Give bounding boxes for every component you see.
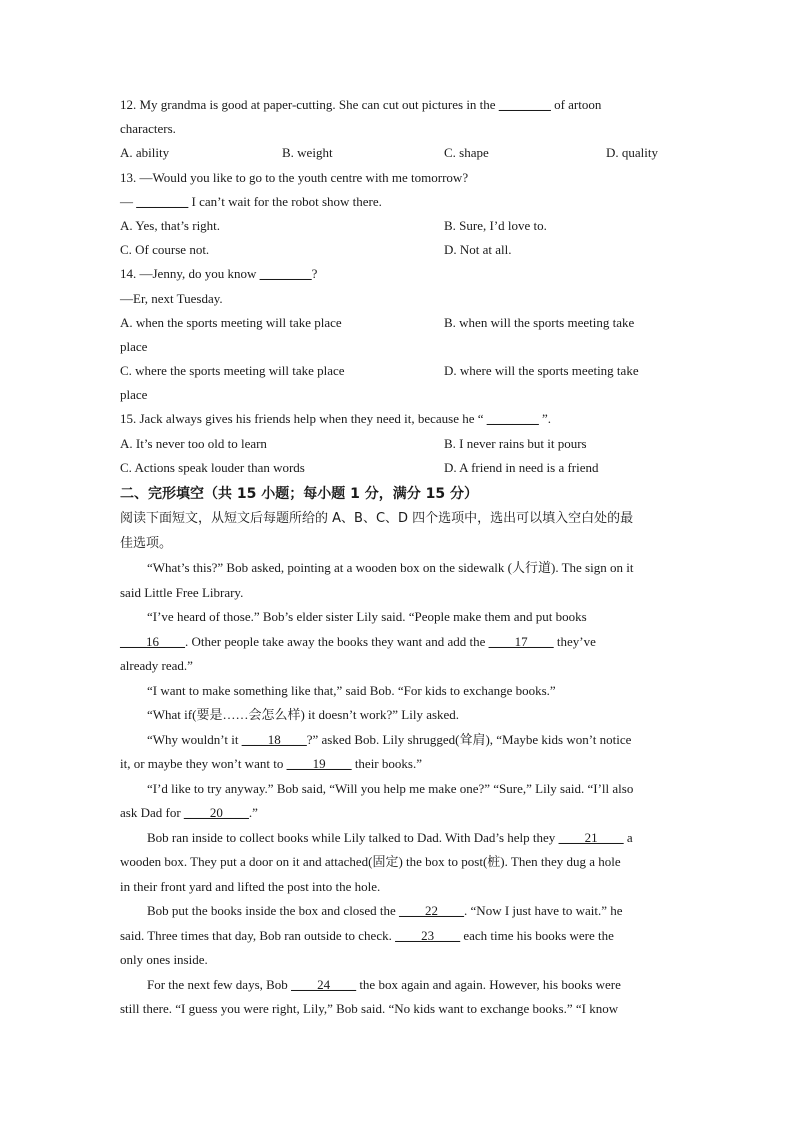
q15-line1 (120, 407, 675, 431)
q14-text-post: ? (311, 266, 318, 282)
q13-options-row2 (120, 238, 675, 262)
blank-16: ____16____ (120, 633, 185, 649)
q14-option-wrap1: place (120, 338, 148, 354)
passage-line: “I’d like to try anyway.” Bob said, “Will you help me make one?” “Sure,” Lily said. “I’ll also (147, 780, 634, 796)
document-content (120, 93, 675, 1022)
passage-line: “I’ve heard of those.” Bob’s elder sister Lily said. “People make them and put books (147, 609, 587, 624)
section-instructions-line1: 阅读下面短文，从短文后每题所给的 A、B、C、D 四个选项中，选出可以填入空白处的最 (120, 511, 634, 526)
passage-line: “What if(要是……会怎么样) it doesn’t work?” Lily asked. (147, 707, 460, 722)
blank-22: ____22____ (399, 903, 465, 918)
q13-option-a: A. Yes, that’s right. (120, 217, 221, 233)
passage-line (120, 924, 675, 949)
passage-line (120, 728, 675, 753)
blank-24: ____24____ (291, 976, 357, 992)
passage-line: in their front yard and lifted the post into the hole. (120, 878, 381, 894)
passage-text: . Other people take away the books they want and add the (185, 633, 489, 649)
section-title: 二、完形填空（共 15 小题；每小题 1 分，满分 15 分） (120, 486, 478, 502)
q13-option-d: D. Not at all. (444, 242, 512, 258)
blank-18: ____18____ (241, 731, 307, 747)
passage-line: wooden box. They put a door on it and attached(固定) the box to post(桩). Then they dug a hole (120, 854, 621, 869)
passage-text: For the next few days, Bob (147, 976, 292, 992)
blank-20: ____20____ (183, 805, 249, 820)
q14-option-c: C. where the sports meeting will take place (120, 363, 345, 379)
q12-line1 (120, 93, 675, 117)
passage-text: Bob put the books inside the box and closed the (147, 903, 400, 918)
q15-option-b: B. I never rains but it pours (444, 435, 587, 451)
passage-text: ask Dad for (120, 805, 184, 820)
passage-line: already read.” (120, 658, 193, 673)
q14-line1 (120, 262, 675, 286)
blank-17: ____17____ (488, 633, 554, 649)
passage-line (120, 973, 675, 998)
passage-text: Bob ran inside to collect books while Lily talked to Dad. With Dad’s help they (147, 829, 559, 845)
passage-text: they’ve (553, 633, 596, 649)
passage-line: said Little Free Library. (120, 584, 244, 600)
q12-option-c: C. shape (444, 145, 489, 161)
cloze-passage (120, 556, 675, 1022)
passage-text: their books.” (351, 756, 422, 771)
q15-option-a: A. It’s never too old to learn (120, 435, 267, 451)
q15-options-row2 (120, 456, 675, 480)
passage-text: each time his books were the (460, 927, 614, 943)
blank-19: ____19____ (286, 756, 352, 771)
passage-text: “Why wouldn’t it (147, 731, 242, 747)
passage-line: still there. “I guess you were right, Lily,” Bob said. “No kids want to exchange books.” “I know (120, 1001, 619, 1016)
passage-line (120, 899, 675, 924)
passage-line (120, 826, 675, 851)
q15-text-post: ”. (538, 411, 552, 427)
passage-text: the box again and again. However, his books were (356, 976, 621, 992)
blank-21: ____21____ (558, 829, 624, 845)
q14-options-row2 (120, 359, 675, 383)
q13-line1: 13. —Would you like to go to the youth centre with me tomorrow? (120, 169, 469, 185)
q12-option-b: B. weight (282, 145, 333, 161)
passage-line (120, 752, 675, 777)
passage-text: ?” asked Bob. Lily shrugged(耸肩), “Maybe kids won’t notice (306, 731, 632, 747)
passage-line: only ones inside. (120, 952, 208, 967)
q12-blank: ________ (498, 97, 551, 112)
q12-option-a: A. ability (120, 145, 170, 161)
q12-text: 12. My grandma is good at paper-cutting. She can cut out pictures in the (120, 97, 499, 112)
passage-text: .” (248, 805, 258, 820)
passage-line (120, 801, 675, 826)
passage-text: it, or maybe they won’t want to (120, 756, 287, 771)
q13-options-row1 (120, 214, 675, 238)
q13-option-b: B. Sure, I’d love to. (444, 217, 547, 233)
q14-blank: ________ (259, 266, 312, 282)
passage-text: said. Three times that day, Bob ran outside to check. (120, 927, 396, 943)
q13-line2 (120, 190, 675, 214)
q15-option-c: C. Actions speak louder than words (120, 459, 305, 475)
q14-option-b: B. when will the sports meeting take (444, 314, 635, 330)
passage-text: a (623, 829, 633, 845)
passage-line: “I want to make something like that,” said Bob. “For kids to exchange books.” (147, 682, 556, 698)
q15-option-d: D. A friend in need is a friend (444, 459, 599, 475)
passage-text: . “Now I just have to wait.” he (464, 903, 623, 918)
q15-blank: ________ (486, 411, 539, 427)
passage-line: “What’s this?” Bob asked, pointing at a wooden box on the sidewalk (人行道). The sign on it (147, 560, 634, 575)
section-instructions-line2: 佳选项。 (120, 535, 173, 551)
q14-option-a: A. when the sports meeting will take place (120, 314, 342, 330)
q13-option-c: C. Of course not. (120, 242, 210, 258)
q14-line2: —Er, next Tuesday. (120, 290, 223, 306)
q14-options-row1 (120, 311, 675, 335)
passage-line (120, 630, 675, 655)
q12-option-d: D. quality (606, 145, 658, 161)
q13-blank: ________ (136, 193, 189, 209)
q14-text: 14. —Jenny, do you know (120, 266, 260, 282)
q15-text: 15. Jack always gives his friends help when they need it, because he “ (120, 411, 487, 427)
q13-text-post: I can’t wait for the robot show there. (188, 193, 382, 209)
q14-option-wrap2: place (120, 387, 148, 403)
blank-23: ____23____ (395, 927, 461, 943)
q13-dash: — (120, 193, 137, 209)
q12-line2: characters. (120, 121, 176, 137)
q12-text-post: of artoon (550, 97, 602, 112)
q15-options-row1 (120, 432, 675, 456)
q14-option-d: D. where will the sports meeting take (444, 363, 639, 379)
q12-options (120, 141, 675, 165)
